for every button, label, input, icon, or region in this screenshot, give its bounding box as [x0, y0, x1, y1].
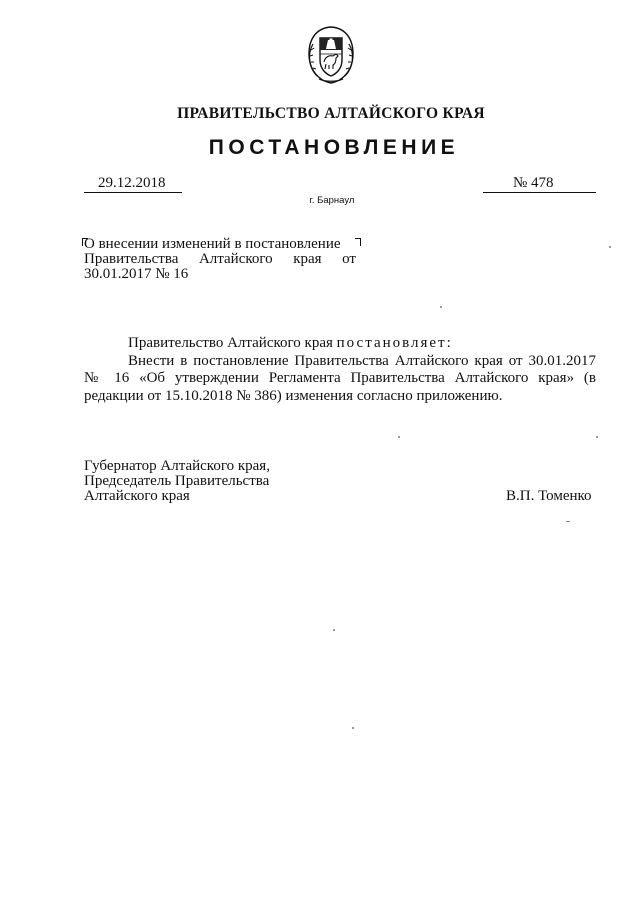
document-date: 29.12.2018 — [84, 176, 182, 193]
subject-line: О внесении изменений в постановление — [84, 236, 341, 252]
scan-speck — [352, 727, 354, 729]
signatory-name: В.П. Томенко — [506, 488, 592, 504]
scan-speck — [609, 246, 611, 248]
intro-prefix: Правительство Алтайского края — [128, 335, 333, 351]
scan-speck — [440, 306, 442, 308]
scan-speck — [566, 521, 570, 522]
document-type-title: ПОСТАНОВЛЕНИЕ — [208, 136, 460, 159]
intro-paragraph — [84, 335, 596, 353]
coat-of-arms-icon — [303, 24, 359, 86]
scan-speck — [596, 436, 598, 438]
main-paragraph: Внести в постановление Правительства Алтайского края от 30.01.2017 № 16 «Об утверждении Регламента Правительства Алтайского края» (в редакции от 15.10.2018 № 386) изменения согласно приложению. — [84, 352, 596, 404]
subject-line: Правительства Алтайского края от — [84, 251, 356, 267]
signatory-position — [84, 459, 344, 504]
scan-speck — [398, 436, 400, 438]
subject-line: 30.01.2017 № 16 — [84, 266, 189, 282]
government-name-heading: ПРАВИТЕЛЬСТВО АЛТАЙСКОГО КРАЯ — [177, 105, 485, 122]
document-number: № 478 — [483, 176, 596, 193]
document-subject — [84, 237, 356, 282]
position-line: Председатель Правительства — [84, 473, 270, 489]
issue-city: г. Барнаул — [309, 195, 355, 206]
document-body — [84, 335, 596, 405]
position-line: Алтайского края — [84, 488, 190, 504]
scan-speck — [333, 629, 335, 631]
intro-verb: постановляет: — [336, 335, 453, 351]
position-line: Губернатор Алтайского края, — [84, 458, 270, 474]
